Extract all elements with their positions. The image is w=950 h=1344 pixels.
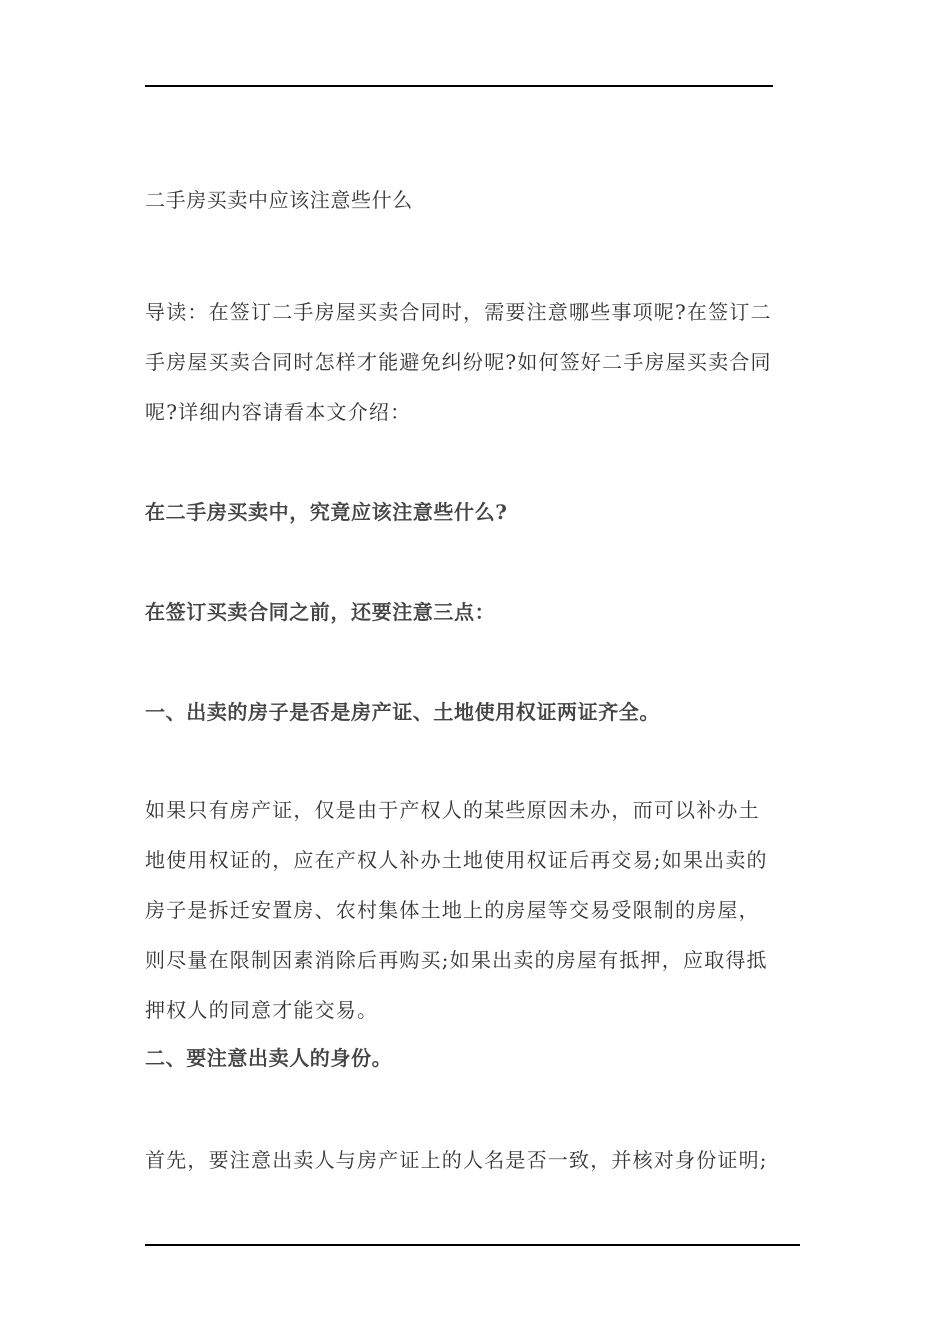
point-one-heading: 一、出卖的房子是否是房产证、土地使用权证两证齐全。 [145, 700, 660, 724]
point-one-body-line-5: 押权人的同意才能交易。 [145, 998, 379, 1022]
point-one-body-line-2: 地使用权证的，应在产权人补办土地使用权证后再交易;如果出卖的 [145, 848, 768, 872]
point-one-body-line-3: 房子是拆迁安置房、农村集体土地上的房屋等交易受限制的房屋， [145, 898, 760, 922]
before-contract-heading: 在签订买卖合同之前，还要注意三点： [145, 600, 496, 624]
point-one-body-line-1: 如果只有房产证，仅是由于产权人的某些原因未办，而可以补办土 [145, 798, 760, 822]
point-two-heading: 二、要注意出卖人的身份。 [145, 1046, 393, 1070]
intro-line-3: 呢?详细内容请看本文介绍： [145, 400, 412, 424]
header-rule [145, 85, 773, 87]
document-title: 二手房买卖中应该注意些什么 [145, 188, 413, 212]
footer-rule [145, 1244, 800, 1246]
intro-line-2: 手房屋买卖合同时怎样才能避免纠纷呢?如何签好二手房屋买卖合同 [145, 350, 772, 374]
point-two-body-line-1: 首先，要注意出卖人与房产证上的人名是否一致，并核对身份证明; [145, 1148, 768, 1172]
point-one-body-line-4: 则尽量在限制因素消除后再购买;如果出卖的房屋有抵押，应取得抵 [145, 948, 768, 972]
main-question-heading: 在二手房买卖中，究竟应该注意些什么? [145, 500, 508, 524]
intro-line-1: 导读：在签订二手房屋买卖合同时，需要注意哪些事项呢?在签订二 [145, 300, 772, 324]
